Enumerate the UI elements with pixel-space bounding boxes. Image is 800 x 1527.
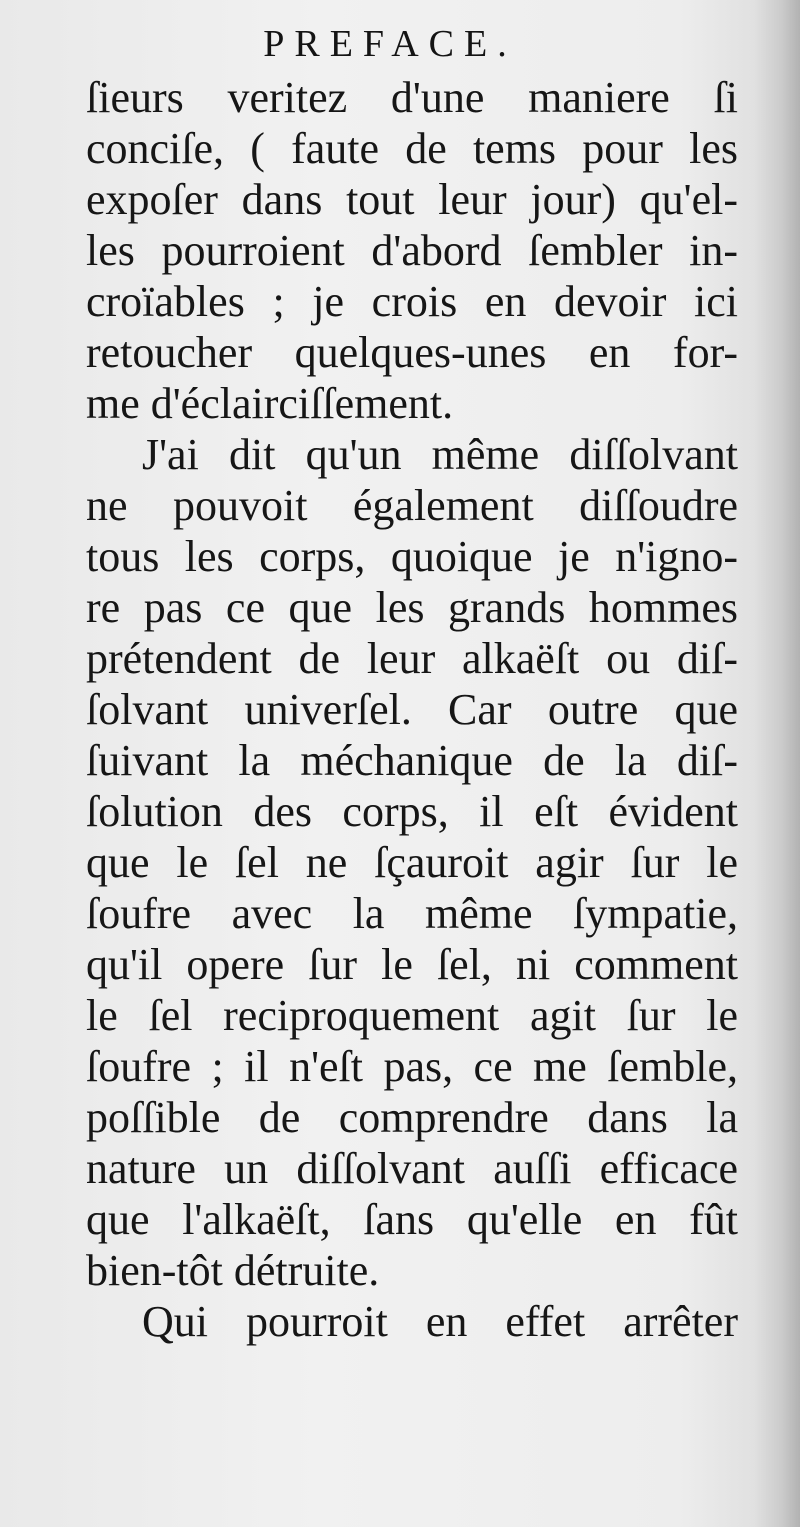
running-header: PREFACE. xyxy=(263,23,517,65)
text-line: ſolvant univerſel. Car outre que xyxy=(86,685,738,734)
text-line: bien-tôt détruite. xyxy=(86,1246,380,1295)
page-edge-shadow xyxy=(754,0,800,1527)
text-line: ſoufre avec la même ſympatie, xyxy=(86,889,738,938)
text-line: conciſe, ( faute de tems pour les xyxy=(86,124,738,173)
text-line: ſoufre ; il n'eſt pas, ce me ſemble, xyxy=(86,1042,738,1091)
text-line: me d'éclairciſſement. xyxy=(86,379,454,428)
text-line: le ſel reciproquement agit ſur le xyxy=(86,991,738,1040)
text-line: re pas ce que les grands hommes xyxy=(86,583,738,632)
text-line: ſuivant la méchanique de la diſ- xyxy=(86,736,738,785)
text-line: ne pouvoit également diſſoudre xyxy=(86,481,738,530)
text-line: les pourroient d'abord ſembler in- xyxy=(86,226,738,275)
text-line: que le ſel ne ſçauroit agir ſur le xyxy=(86,838,738,887)
text-line: ſieurs veritez d'une maniere ſi xyxy=(86,73,738,122)
text-line: croïables ; je crois en devoir ici xyxy=(86,277,738,326)
text-line: ſolution des corps, il eſt évident xyxy=(86,787,738,836)
text-line: retoucher quelques-unes en for- xyxy=(86,328,738,377)
text-line: qu'il opere ſur le ſel, ni comment xyxy=(86,940,738,989)
text-line: nature un diſſolvant auſſi efficace xyxy=(86,1144,738,1193)
paragraph-first-line: Qui pourroit en effet arrêter xyxy=(142,1297,738,1346)
text-line: poſſible de comprendre dans la xyxy=(86,1093,738,1142)
text-line: expoſer dans tout leur jour) qu'el- xyxy=(86,175,738,224)
text-line: que l'alkaëſt, ſans qu'elle en fût xyxy=(86,1195,738,1244)
paragraph-first-line: J'ai dit qu'un même diſſolvant xyxy=(142,430,738,479)
text-line: tous les corps, quoique je n'igno- xyxy=(86,532,738,581)
text-line: prétendent de leur alkaëſt ou diſ- xyxy=(86,634,738,683)
body-text xyxy=(86,72,738,1347)
